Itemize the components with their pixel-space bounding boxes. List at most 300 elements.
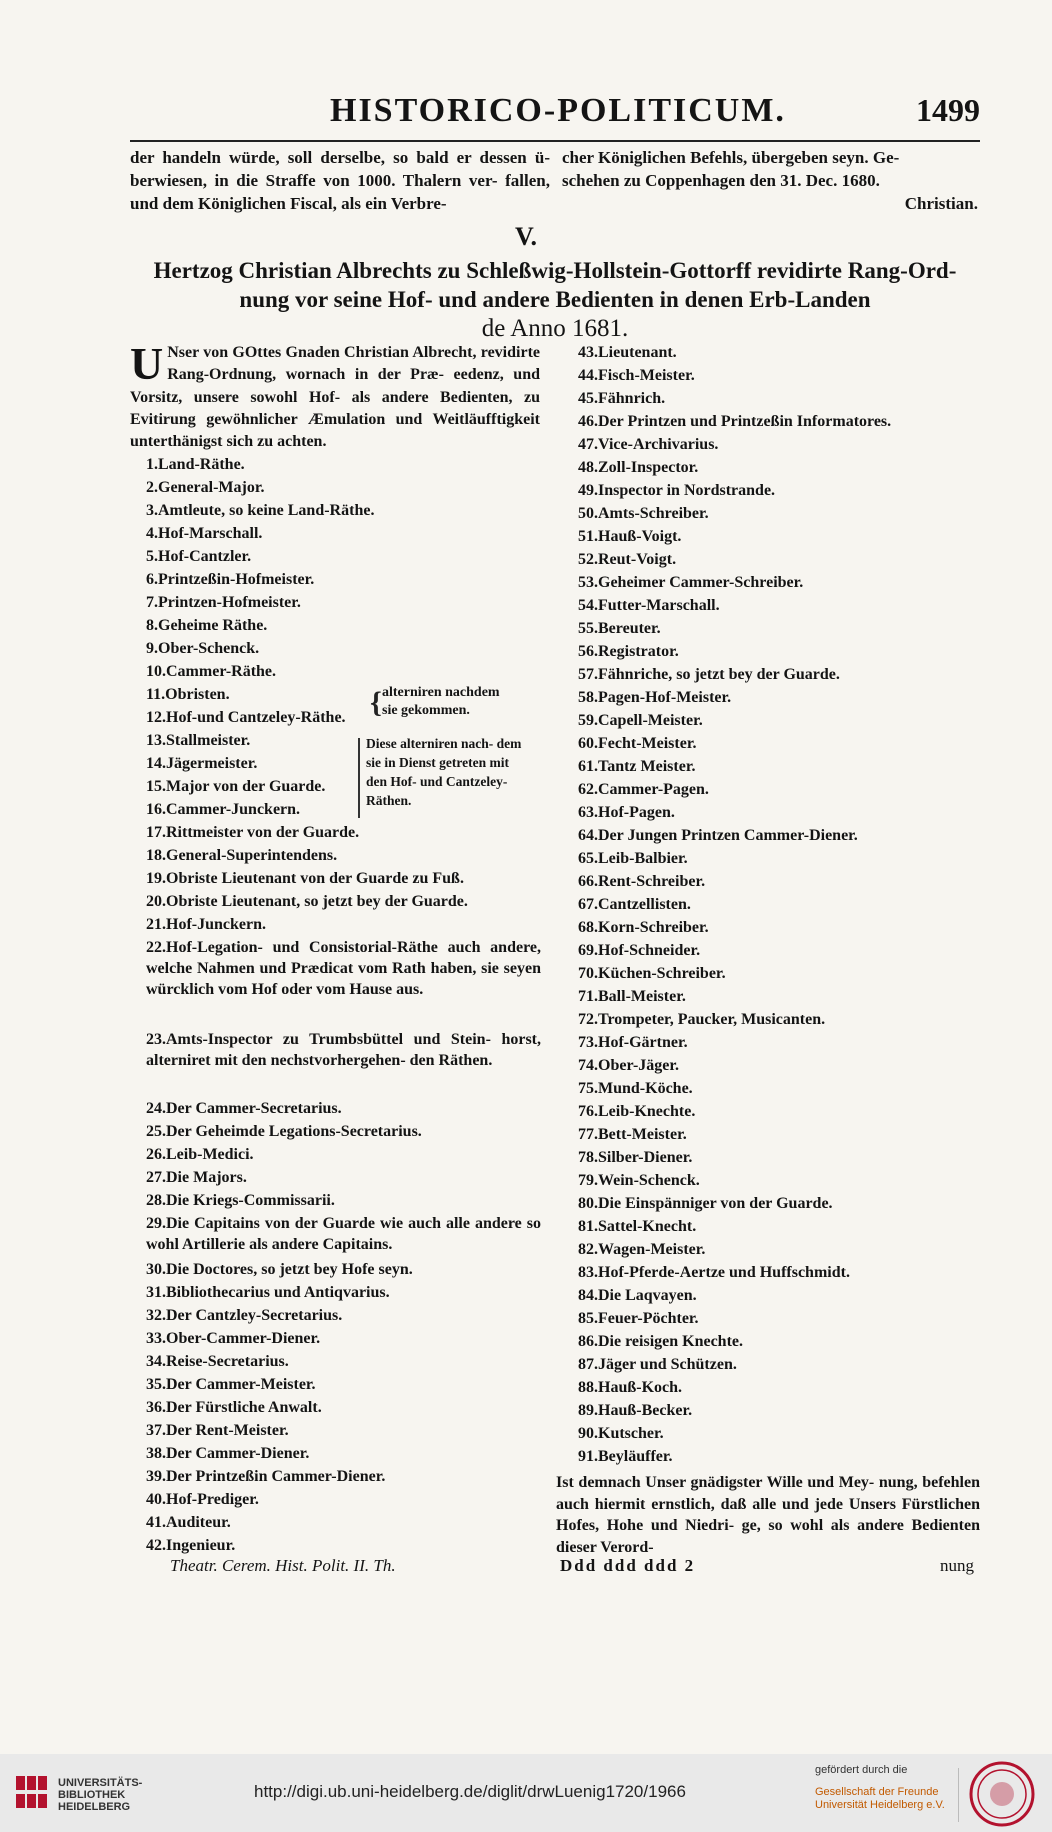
list-item <box>578 756 983 777</box>
society-name-line-2: Universität Heidelberg e.V. <box>815 1799 945 1811</box>
item-number: 65. <box>578 850 598 867</box>
list-item <box>578 825 983 846</box>
item-text: Ober-Jäger. <box>598 1057 680 1074</box>
library-name[interactable] <box>58 1777 142 1813</box>
item-text: Der Fürstliche Anwalt. <box>166 1399 322 1416</box>
item-number: 53. <box>578 574 598 591</box>
funded-by-label: gefördert durch die <box>815 1764 908 1776</box>
item-number: 1. <box>146 456 158 473</box>
list-item <box>578 1147 983 1168</box>
item-text: Vice-Archivarius. <box>598 436 719 453</box>
permalink-url[interactable]: http://digi.ub.uni-heidelberg.de/diglit/drwLuenig1720/1966 <box>254 1782 686 1801</box>
item-number: 80. <box>578 1195 598 1212</box>
item-text: Hof-Junckern. <box>166 916 266 933</box>
list-item <box>578 1354 983 1375</box>
item-number: 21. <box>146 916 166 933</box>
item-text: Fähnrich. <box>598 390 666 407</box>
list-item <box>146 707 376 728</box>
item-text: Hof-Gärtner. <box>598 1034 688 1051</box>
intro-paragraph <box>130 338 540 453</box>
item-text: Auditeur. <box>166 1514 231 1531</box>
item-number: 10. <box>146 663 166 680</box>
section-heading <box>130 256 980 343</box>
item-number: 82. <box>578 1241 598 1258</box>
list-item <box>146 523 541 544</box>
item-text: Hauß-Becker. <box>598 1402 693 1419</box>
list-item <box>578 871 983 892</box>
list-item <box>578 1101 983 1122</box>
library-name-line-2: BIBLIOTHEK <box>58 1789 126 1801</box>
list-item <box>578 618 983 639</box>
list-item <box>146 822 541 843</box>
list-item <box>578 1032 983 1053</box>
item-text: Hof-Cantzler. <box>158 548 252 565</box>
item-number: 91. <box>578 1448 598 1465</box>
running-title: HISTORICO-POLITICUM. <box>330 92 786 129</box>
list-item <box>578 572 983 593</box>
section-numeral: V. <box>515 222 537 251</box>
item-number: 52. <box>578 551 598 568</box>
item-number: 66. <box>578 873 598 890</box>
item-text: Sattel-Knecht. <box>598 1218 697 1235</box>
item-text: Printzeßin-Hofmeister. <box>158 571 315 588</box>
item-number: 47. <box>578 436 598 453</box>
item-number: 36. <box>146 1399 166 1416</box>
item-number: 27. <box>146 1169 166 1186</box>
intro-text: Nser von GOttes Gnaden Christian Albrecht, revidirte Rang-Ordnung, wornach in der Præ- eedenz, und Vorsitz, unsere sowohl Hof- als andere Bedienten, zu Evitirung gewöhnlicher Æmulation und Weitläufftigkeit unterthänigst sich zu achten. <box>130 344 540 451</box>
list-item <box>146 1144 541 1165</box>
item-number: 75. <box>578 1080 598 1097</box>
item-number: 40. <box>146 1491 166 1508</box>
top-left-continuation: der handeln würde, soll derselbe, so bald er dessen ü- berwiesen, in die Straffe von 1000. Thalern ver- fallen, und dem Königlichen Fiscal, als ein Verbre- <box>130 148 550 213</box>
list-item <box>578 1193 983 1214</box>
item-number: 7. <box>146 594 158 611</box>
item-number: 44. <box>578 367 598 384</box>
item-text: Der Geheimde Legations-Secretarius. <box>166 1123 422 1140</box>
item-number: 54. <box>578 597 598 614</box>
item-number: 31. <box>146 1284 166 1301</box>
item-number: 49. <box>578 482 598 499</box>
item-text: Fähnriche, so jetzt bey der Guarde. <box>598 666 840 683</box>
list-item <box>146 1420 541 1441</box>
list-item <box>578 963 983 984</box>
list-item <box>578 365 983 386</box>
item-number: 55. <box>578 620 598 637</box>
item-text: Cammer-Räthe. <box>166 663 277 680</box>
item-text: Leib-Balbier. <box>598 850 688 867</box>
library-name-line-3: HEIDELBERG <box>58 1801 131 1813</box>
list-item <box>578 1216 983 1237</box>
item-text: Capell-Meister. <box>598 712 703 729</box>
list-item <box>578 411 983 432</box>
item-text: Die Kriegs-Commissarii. <box>166 1192 335 1209</box>
header-rule <box>130 140 980 142</box>
item-text: Bereuter. <box>598 620 661 637</box>
item-text: Hof-Legation- und Consistorial-Räthe auch andere, welche Nahmen und Prædicat vom Rath haben, sie seyen würcklich vom Hof oder vom Hause aus. <box>146 939 541 998</box>
list-item <box>146 638 541 659</box>
list-item <box>146 753 376 774</box>
item-text: Mund-Köche. <box>598 1080 693 1097</box>
university-seal-icon[interactable] <box>968 1760 1036 1828</box>
list-item <box>578 1285 983 1306</box>
item-text: Die Capitains von der Guarde wie auch alle andere so wohl Artillerie als andere Capitains. <box>146 1215 541 1253</box>
list-item <box>146 592 541 613</box>
item-number: 33. <box>146 1330 166 1347</box>
item-number: 34. <box>146 1353 166 1370</box>
list-item <box>578 595 983 616</box>
item-number: 51. <box>578 528 598 545</box>
item-number: 6. <box>146 571 158 588</box>
list-item <box>578 457 983 478</box>
item-text: Die Majors. <box>166 1169 247 1186</box>
list-item <box>578 1078 983 1099</box>
item-text: Fecht-Meister. <box>598 735 697 752</box>
item-text: Geheimer Cammer-Schreiber. <box>598 574 804 591</box>
list-item <box>578 664 983 685</box>
item-text: Amts-Inspector zu Trumbsbüttel und Stein- horst, alterniret mit den nechstvorhergehen- den Räthen. <box>146 1031 541 1069</box>
item-number: 25. <box>146 1123 166 1140</box>
item-text: General-Superintendens. <box>166 847 338 864</box>
item-text: Ball-Meister. <box>598 988 686 1005</box>
list-item <box>146 891 541 912</box>
item-number: 72. <box>578 1011 598 1028</box>
list-item <box>578 1009 983 1030</box>
item-text: Hauß-Voigt. <box>598 528 682 545</box>
item-text: Leib-Knechte. <box>598 1103 696 1120</box>
list-item <box>578 1239 983 1260</box>
item-text: Amts-Schreiber. <box>598 505 709 522</box>
item-number: 67. <box>578 896 598 913</box>
item-number: 20. <box>146 893 166 910</box>
list-item <box>146 477 541 498</box>
item-text: Ober-Cammer-Diener. <box>166 1330 321 1347</box>
item-text: Bett-Meister. <box>598 1126 687 1143</box>
item-text: Der Cantzley-Secretarius. <box>166 1307 343 1324</box>
list-item <box>146 776 376 797</box>
item-text: Amtleute, so keine Land-Räthe. <box>158 502 375 519</box>
list-item <box>146 1351 541 1372</box>
list-item <box>578 1124 983 1145</box>
list-item <box>146 1305 541 1326</box>
item-text: Wagen-Meister. <box>598 1241 706 1258</box>
item-number: 59. <box>578 712 598 729</box>
list-item <box>146 1029 541 1071</box>
list-item <box>578 1308 983 1329</box>
item-number: 42. <box>146 1537 166 1554</box>
item-text: Korn-Schreiber. <box>598 919 709 936</box>
item-text: Kutscher. <box>598 1425 664 1442</box>
item-text: Rent-Schreiber. <box>598 873 706 890</box>
item-text: Hof-Pagen. <box>598 804 675 821</box>
top-right-continuation <box>562 146 978 215</box>
item-text: Bibliothecarius und Antiqvarius. <box>166 1284 390 1301</box>
list-item <box>578 526 983 547</box>
item-number: 85. <box>578 1310 598 1327</box>
item-number: 30. <box>146 1261 166 1278</box>
item-number: 15. <box>146 778 166 795</box>
item-text: Pagen-Hof-Meister. <box>598 689 732 706</box>
top-right-signature: Christian. <box>904 194 978 213</box>
item-text: Jägermeister. <box>166 755 258 772</box>
item-number: 78. <box>578 1149 598 1166</box>
list-item <box>578 802 983 823</box>
item-number: 2. <box>146 479 158 496</box>
list-item <box>578 779 983 800</box>
list-item <box>578 434 983 455</box>
drop-cap: U <box>130 338 164 389</box>
list-item <box>146 845 541 866</box>
item-text: Der Cammer-Meister. <box>166 1376 316 1393</box>
list-item <box>578 1400 983 1421</box>
list-item <box>146 661 541 682</box>
item-text: Ober-Schenck. <box>158 640 260 657</box>
list-item <box>578 1262 983 1283</box>
list-item <box>146 684 376 705</box>
item-text: Major von der Guarde. <box>166 778 326 795</box>
item-text: Cammer-Junckern. <box>166 801 301 818</box>
item-number: 71. <box>578 988 598 1005</box>
item-text: Geheime Räthe. <box>158 617 268 634</box>
list-item <box>578 549 983 570</box>
list-item <box>578 733 983 754</box>
list-item <box>146 1328 541 1349</box>
item-text: Wein-Schenck. <box>598 1172 700 1189</box>
list-item <box>146 1121 541 1142</box>
bracket-note-1 <box>370 684 512 720</box>
library-name-line-1: UNIVERSITÄTS- <box>58 1777 143 1789</box>
catchword: nung <box>940 1556 974 1575</box>
item-text: Reut-Voigt. <box>598 551 677 568</box>
list-item <box>146 615 541 636</box>
item-text: Futter-Marschall. <box>598 597 720 614</box>
list-item <box>146 1466 541 1487</box>
item-text: Registrator. <box>598 643 679 660</box>
item-text: Feuer-Pöchter. <box>598 1310 699 1327</box>
footer-divider <box>958 1768 959 1822</box>
item-number: 5. <box>146 548 158 565</box>
closing-paragraph: Ist demnach Unser gnädigster Wille und Mey- nung, befehlen auch hiermit ernstlich, daß alle und jede Unsers Fürstlichen Hofes, Hohe und Niedri- ge, so wohl als andere Bedienten dieser Verord- <box>556 1474 980 1556</box>
list-item <box>578 940 983 961</box>
item-text: Rittmeister von der Guarde. <box>166 824 360 841</box>
item-number: 84. <box>578 1287 598 1304</box>
item-text: Hauß-Koch. <box>598 1379 683 1396</box>
bracket-note-1-text: alterniren nachdem sie gekommen. <box>382 685 500 718</box>
item-text: Land-Räthe. <box>158 456 245 473</box>
item-number: 64. <box>578 827 598 844</box>
item-text: Der Cammer-Diener. <box>166 1445 310 1462</box>
list-item <box>578 1331 983 1352</box>
item-text: Printzen-Hofmeister. <box>158 594 301 611</box>
item-text: Tantz Meister. <box>598 758 696 775</box>
list-item <box>146 1489 541 1510</box>
list-item <box>146 1282 541 1303</box>
item-number: 29. <box>146 1215 166 1232</box>
item-text: Obriste Lieutenant, so jetzt bey der Guarde. <box>166 893 468 910</box>
list-item <box>578 1170 983 1191</box>
item-number: 45. <box>578 390 598 407</box>
item-text: Hof-Prediger. <box>166 1491 259 1508</box>
item-number: 8. <box>146 617 158 634</box>
list-item <box>578 641 983 662</box>
item-number: 32. <box>146 1307 166 1324</box>
item-number: 69. <box>578 942 598 959</box>
list-item <box>146 1443 541 1464</box>
item-text: Reise-Secretarius. <box>166 1353 289 1370</box>
item-text: Die Laqvayen. <box>598 1287 697 1304</box>
item-number: 61. <box>578 758 598 775</box>
item-number: 23. <box>146 1031 166 1048</box>
item-text: Küchen-Schreiber. <box>598 965 726 982</box>
item-number: 70. <box>578 965 598 982</box>
item-number: 73. <box>578 1034 598 1051</box>
item-text: Hof-Marschall. <box>158 525 263 542</box>
item-number: 41. <box>146 1514 166 1531</box>
digitization-footer <box>0 1754 1052 1832</box>
list-item <box>146 546 541 567</box>
item-number: 28. <box>146 1192 166 1209</box>
item-number: 3. <box>146 502 158 519</box>
list-item <box>146 1098 541 1119</box>
item-text: Lieutenant. <box>598 344 677 361</box>
item-number: 19. <box>146 870 166 887</box>
item-text: Obristen. <box>165 686 230 703</box>
item-number: 14. <box>146 755 166 772</box>
item-number: 46. <box>578 413 598 430</box>
item-text: Inspector in Nordstrande. <box>598 482 776 499</box>
item-number: 89. <box>578 1402 598 1419</box>
item-number: 81. <box>578 1218 598 1235</box>
item-text: Stallmeister. <box>166 732 251 749</box>
item-text: Obriste Lieutenant von der Guarde zu Fuß. <box>166 870 464 887</box>
list-item <box>578 894 983 915</box>
item-text: Silber-Diener. <box>598 1149 693 1166</box>
list-item <box>146 1535 541 1556</box>
ub-heidelberg-logo-icon[interactable] <box>14 1772 50 1812</box>
item-number: 86. <box>578 1333 598 1350</box>
item-text: Hof-Pferde-Aertze und Huffschmidt. <box>598 1264 850 1281</box>
list-item <box>146 1259 541 1280</box>
list-item <box>146 454 541 475</box>
item-number: 12. <box>146 709 166 726</box>
item-text: Fisch-Meister. <box>598 367 695 384</box>
item-number: 26. <box>146 1146 166 1163</box>
item-text: Hof-und Cantzeley-Räthe. <box>166 709 346 726</box>
item-number: 76. <box>578 1103 598 1120</box>
heading-line-1: Hertzog Christian Albrechts zu Schleßwig-Hollstein-Gottorff revidirte Rang-Ord- <box>153 258 957 283</box>
item-text: Der Cammer-Secretarius. <box>166 1100 342 1117</box>
item-number: 62. <box>578 781 598 798</box>
list-item <box>578 342 983 363</box>
list-item <box>146 569 541 590</box>
item-text: Hof-Schneider. <box>598 942 701 959</box>
item-number: 83. <box>578 1264 598 1281</box>
list-item <box>578 1377 983 1398</box>
item-text: Der Printzeßin Cammer-Diener. <box>166 1468 386 1485</box>
item-number: 13. <box>146 732 166 749</box>
item-text: General-Major. <box>158 479 265 496</box>
item-number: 38. <box>146 1445 166 1462</box>
list-item <box>578 917 983 938</box>
running-header <box>130 92 980 132</box>
list-item <box>578 986 983 1007</box>
list-item <box>578 710 983 731</box>
list-item <box>146 1167 541 1188</box>
item-number: 39. <box>146 1468 166 1485</box>
item-number: 88. <box>578 1379 598 1396</box>
list-item <box>578 1055 983 1076</box>
list-item <box>578 687 983 708</box>
list-item <box>146 1374 541 1395</box>
list-item <box>146 730 376 751</box>
item-number: 74. <box>578 1057 598 1074</box>
item-number: 90. <box>578 1425 598 1442</box>
item-number: 18. <box>146 847 166 864</box>
list-item <box>578 388 983 409</box>
item-number: 16. <box>146 801 166 818</box>
top-right-line-2: schehen zu Coppenhagen den 31. Dec. 1680. <box>562 171 880 190</box>
item-number: 68. <box>578 919 598 936</box>
item-text: Die Einspänniger von der Guarde. <box>598 1195 833 1212</box>
item-number: 35. <box>146 1376 166 1393</box>
item-number: 22. <box>146 939 166 956</box>
list-item <box>146 937 541 1000</box>
item-number: 79. <box>578 1172 598 1189</box>
item-text: Beyläuffer. <box>598 1448 673 1465</box>
page-number: 1499 <box>916 92 980 128</box>
list-item <box>146 1397 541 1418</box>
list-item <box>578 848 983 869</box>
item-number: 9. <box>146 640 158 657</box>
society-name-line-1: Gesellschaft der Freunde <box>815 1786 939 1798</box>
brace-line-icon <box>358 738 360 818</box>
item-text: Der Printzen und Printzeßin Informatores. <box>598 413 892 430</box>
item-text: Der Rent-Meister. <box>166 1422 289 1439</box>
item-text: Cammer-Pagen. <box>598 781 709 798</box>
list-item <box>578 480 983 501</box>
item-text: Zoll-Inspector. <box>598 459 699 476</box>
item-number: 11. <box>146 686 166 703</box>
brace-icon: { <box>370 686 382 719</box>
signature-mark: Ddd ddd ddd 2 <box>560 1556 696 1575</box>
footer-work-title: Theatr. Cerem. Hist. Polit. II. Th. <box>170 1556 396 1575</box>
list-item <box>578 1423 983 1444</box>
society-name[interactable] <box>815 1786 945 1812</box>
list-item <box>578 503 983 524</box>
list-item <box>146 914 541 935</box>
bracket-note-2 <box>366 734 526 810</box>
list-item <box>146 1512 541 1533</box>
item-number: 48. <box>578 459 598 476</box>
item-number: 24. <box>146 1100 166 1117</box>
item-number: 63. <box>578 804 598 821</box>
item-text: Ingenieur. <box>166 1537 236 1554</box>
item-text: Die Doctores, so jetzt bey Hofe seyn. <box>166 1261 413 1278</box>
item-number: 57. <box>578 666 598 683</box>
top-right-line-1: cher Königlichen Befehls, übergeben seyn. Ge- <box>562 148 900 167</box>
item-number: 37. <box>146 1422 166 1439</box>
list-item <box>146 500 541 521</box>
item-number: 50. <box>578 505 598 522</box>
bracket-note-2-text: Diese alterniren nach- dem sie in Dienst getreten mit den Hof- und Cantzeley- Räthen. <box>366 736 522 808</box>
list-item <box>146 868 541 889</box>
item-text: Leib-Medici. <box>166 1146 254 1163</box>
item-number: 4. <box>146 525 158 542</box>
item-text: Trompeter, Paucker, Musicanten. <box>598 1011 826 1028</box>
item-number: 60. <box>578 735 598 752</box>
item-text: Jäger und Schützen. <box>598 1356 737 1373</box>
list-item <box>146 1190 541 1211</box>
list-item <box>146 1213 541 1255</box>
